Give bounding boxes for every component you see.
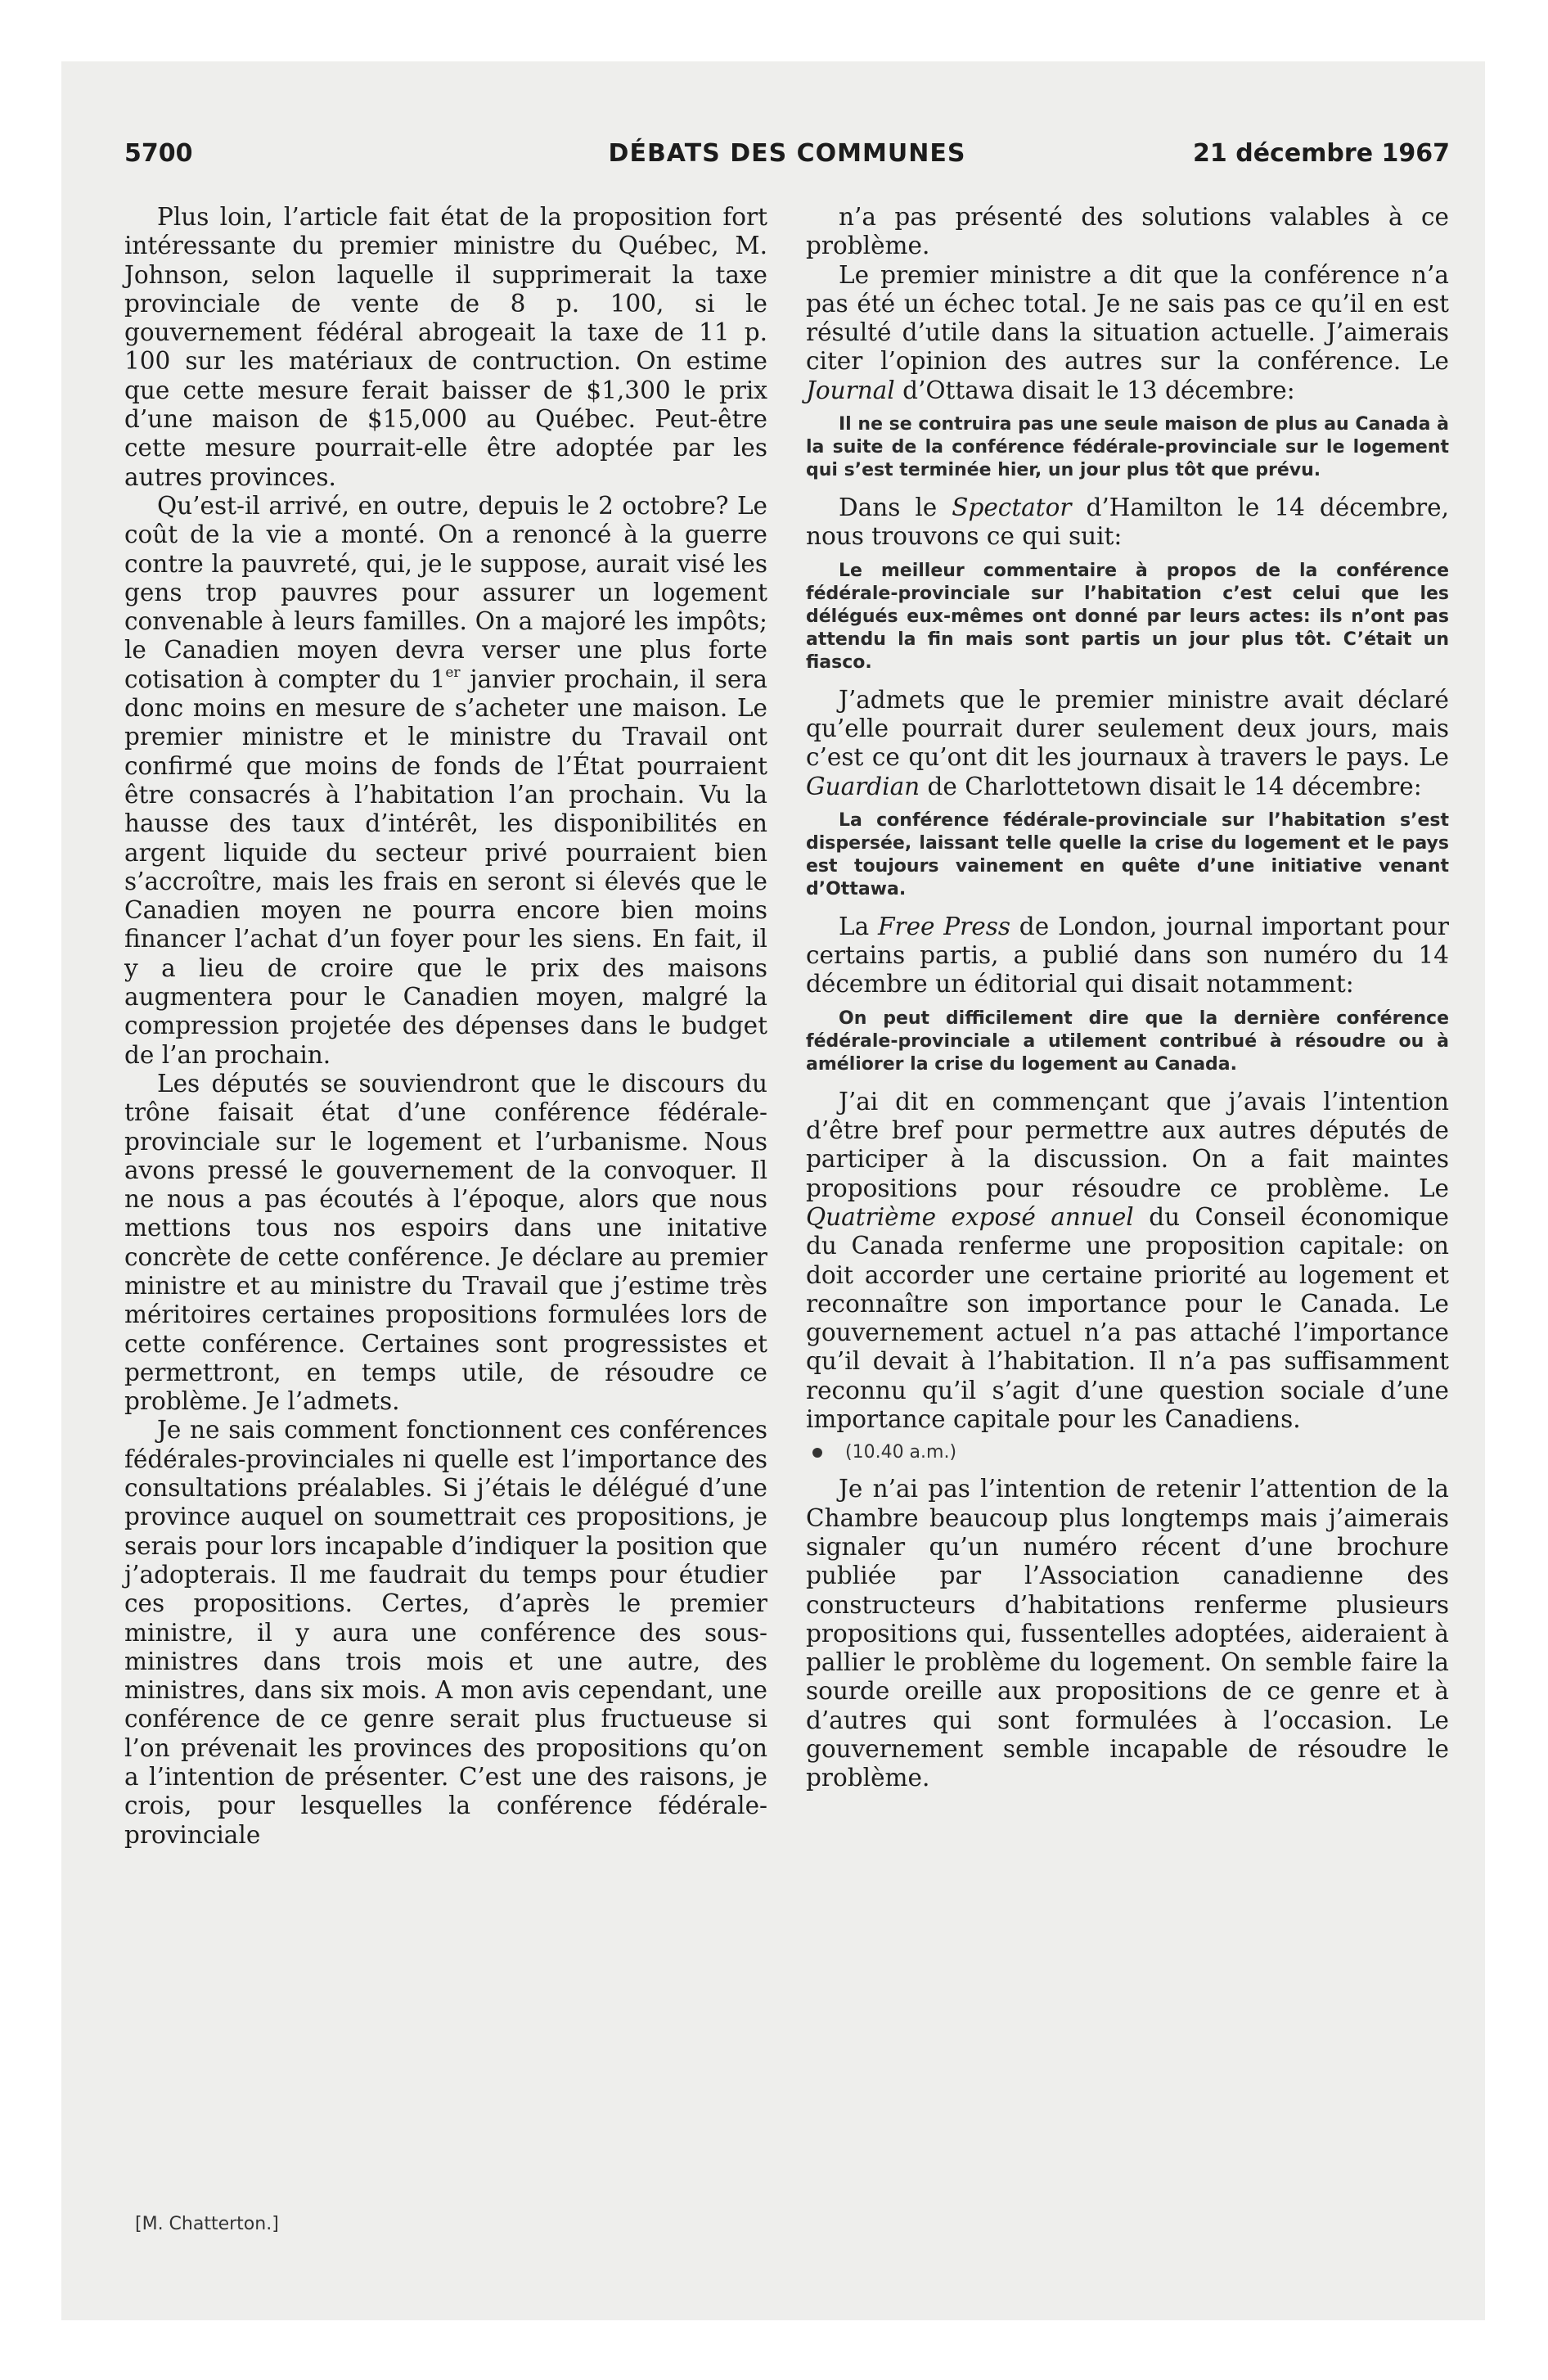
publication-name: Guardian: [806, 772, 920, 800]
bullet-icon: [812, 1448, 822, 1458]
paragraph: n’a pas présenté des solutions valables à ce problème.: [806, 203, 1449, 260]
text-run: Dans le: [839, 494, 952, 522]
text-run: Qu’est-il arrivé, en outre, depuis le 2 octobre? Le coût de la vie a monté. On a renoncé à la guerre contre la pauvreté, qui, je le suppose, aurait visé les gens trop pauvres pour assurer un logement convenable à leurs familles. On a majoré les impôts; le Canadien moyen devra verser une plus forte cotisation à compter du 1: [124, 491, 767, 693]
paragraph: [806, 494, 1449, 552]
report-title: Quatrième exposé annuel: [806, 1202, 1134, 1231]
publication-name: Journal: [806, 376, 895, 404]
paragraph: [806, 686, 1449, 801]
time-stamp: (10.40 a.m.): [845, 1442, 957, 1463]
text-run: J’ai dit en commençant que j’avais l’intention d’être bref pour permettre aux autres députés de participer à la discussion. On a fait maintes propositions pour résoudre ce problème. Le: [806, 1087, 1449, 1202]
text-run: La: [839, 912, 878, 940]
text-run: de Charlottetown disait le 14 décembre:: [920, 772, 1422, 800]
paragraph: Je ne sais comment fonctionnent ces conférences fédérales-provinciales ni quelle est l’importance des consultations préalables. Si j’étais le délégué d’une province auquel on soumettrait ces propositions, je serais pour lors incapable d’indiquer la position que j’adopterais. Il me faudrait du temps pour étudier ces propositions. Certes, d’après le premier ministre, il y aura une conférence des sous-ministres dans trois mois et une autre, des ministres, dans six mois. A mon avis cependant, une conférence de ce genre serait plus fructueuse si l’on prévenait les provinces des propositions qu’on a l’intention de présenter. C’est une des raisons, je crois, pour lesquelles la conférence fédérale-provinciale: [124, 1416, 767, 1849]
paragraph: Les députés se souviendront que le discours du trône faisait état d’une conférence fédérale-provinciale sur le logement et l’urbanisme. Nous avons pressé le gouvernement de la convoquer. Il ne nous a pas écoutés à l’époque, alors que nous mettions tous nos espoirs dans une initative concrète de cette conférence. Je déclare au premier ministre et au ministre du Travail que j’estime très méritoires certaines propositions formulées lors de cette conférence. Certaines sont progressistes et permettront, en temps utile, de résoudre ce problème. Je l’admets.: [124, 1069, 767, 1416]
block-quote: Il ne se contruira pas une seule maison de plus au Canada à la suite de la conférence fédérale-provinciale sur le logement qui s’est terminée hier, un jour plus tôt que prévu.: [806, 414, 1449, 481]
paragraph: [806, 261, 1449, 405]
left-column: [124, 203, 767, 1850]
block-quote: La conférence fédérale-provinciale sur l’habitation s’est dispersée, laissant telle quelle la crise du logement et le pays est toujours vainement en quête d’une initiative venant d’Ottawa.: [806, 809, 1449, 899]
text-run: du Conseil économique du Canada renferme une proposition capitale: on doit accorder une certaine priorité au logement et reconnaître son importance pour le Canada. Le gouvernement actuel n’a pas attaché l’importance qu’il devait à l’habitation. Il n’a pas suffisamment reconnu qu’il s’agit d’une question sociale d’une importance capitale pour les Canadiens.: [806, 1202, 1449, 1434]
publication-name: Free Press: [878, 912, 1010, 940]
text-run: de London, journal important pour certains partis, a publié dans son numéro du 14 décembre un éditorial qui disait notamment:: [806, 912, 1450, 998]
text-run: Le premier ministre a dit que la conférence n’a pas été un échec total. Je ne sais pas ce qu’il en est résulté d’utile dans la situation actuelle. J’aimerais citer l’opinion des autres sur la conférence. Le: [806, 260, 1449, 376]
speaker-attribution: [M. Chatterton.]: [135, 2214, 279, 2234]
right-column: [806, 203, 1449, 1793]
block-quote: On peut difficilement dire que la dernière conférence fédérale-provinciale a utilement contribué à résoudre ou à améliorer la crise du logement au Canada.: [806, 1007, 1449, 1075]
block-quote: Le meilleur commentaire à propos de la conférence fédérale-provinciale sur l’habitation c’est celui que les délégués eux-mêmes ont donné par leurs actes: ils n’ont pas attendu la fin mais sont partis un jour plus tôt. C’était un fiasco.: [806, 560, 1449, 673]
superscript: er: [445, 664, 461, 681]
text-run: d’Hamilton le 14 décembre, nous trouvons ce qui suit:: [806, 494, 1449, 551]
paragraph: [806, 913, 1449, 999]
sitting-date: 21 décembre 1967: [1193, 139, 1450, 168]
paragraph: [806, 1088, 1449, 1435]
paragraph: [124, 492, 767, 1070]
text-run: J’admets que le premier ministre avait déclaré qu’elle pourrait durer seulement deux jours, mais c’est ce qu’ont dit les journaux à travers le pays. Le: [806, 685, 1449, 772]
page-number: 5700: [124, 139, 193, 168]
publication-title: DÉBATS DES COMMUNES: [608, 139, 966, 168]
text-run: d’Ottawa disait le 13 décembre:: [894, 376, 1295, 404]
paragraph: Je n’ai pas l’intention de retenir l’attention de la Chambre beaucoup plus longtemps mais j’aimerais signaler qu’un numéro récent d’une brochure publiée par l’Association canadienne des constructeurs d’habitations renferme plusieurs propositions qui, fussentelles adoptées, aideraient à pallier le problème du logement. On semble faire la sourde oreille aux propositions de ce genre et à d’autres qui sont formulées à l’occasion. Le gouvernement semble incapable de résoudre le problème.: [806, 1475, 1449, 1792]
page-header: [124, 139, 1450, 180]
publication-name: Spectator: [952, 494, 1072, 522]
paragraph: Plus loin, l’article fait état de la proposition fort intéressante du premier ministre du Québec, M. Johnson, selon laquelle il supprimerait la taxe provinciale de vente de 8 p. 100, si le gouvernement fédéral abrogeait la taxe de 11 p. 100 sur les matériaux de contruction. On estime que cette mesure ferait baisser de $1,300 le prix d’une maison de $15,000 au Québec. Peut-être cette mesure pourrait-elle être adoptée par les autres provinces.: [124, 203, 767, 491]
time-marker: [806, 1439, 1449, 1467]
text-run: janvier prochain, il sera donc moins en mesure de s’acheter une maison. Le premier ministre et le ministre du Travail ont confirmé que moins de fonds de l’État pourraient être consacrés à l’habitation l’an prochain. Vu la hausse des taux d’intérêt, les disponibilités en argent liquide du secteur privé pourraient bien s’accroître, mais les frais en seront si élevés que le Canadien moyen ne pourra encore bien moins financer l’achat d’un foyer pour les siens. En fait, il y a lieu de croire que le prix des maisons augmentera pour le Canadien moyen, malgré la compression projetée des dépenses dans le budget de l’an prochain.: [124, 665, 767, 1069]
